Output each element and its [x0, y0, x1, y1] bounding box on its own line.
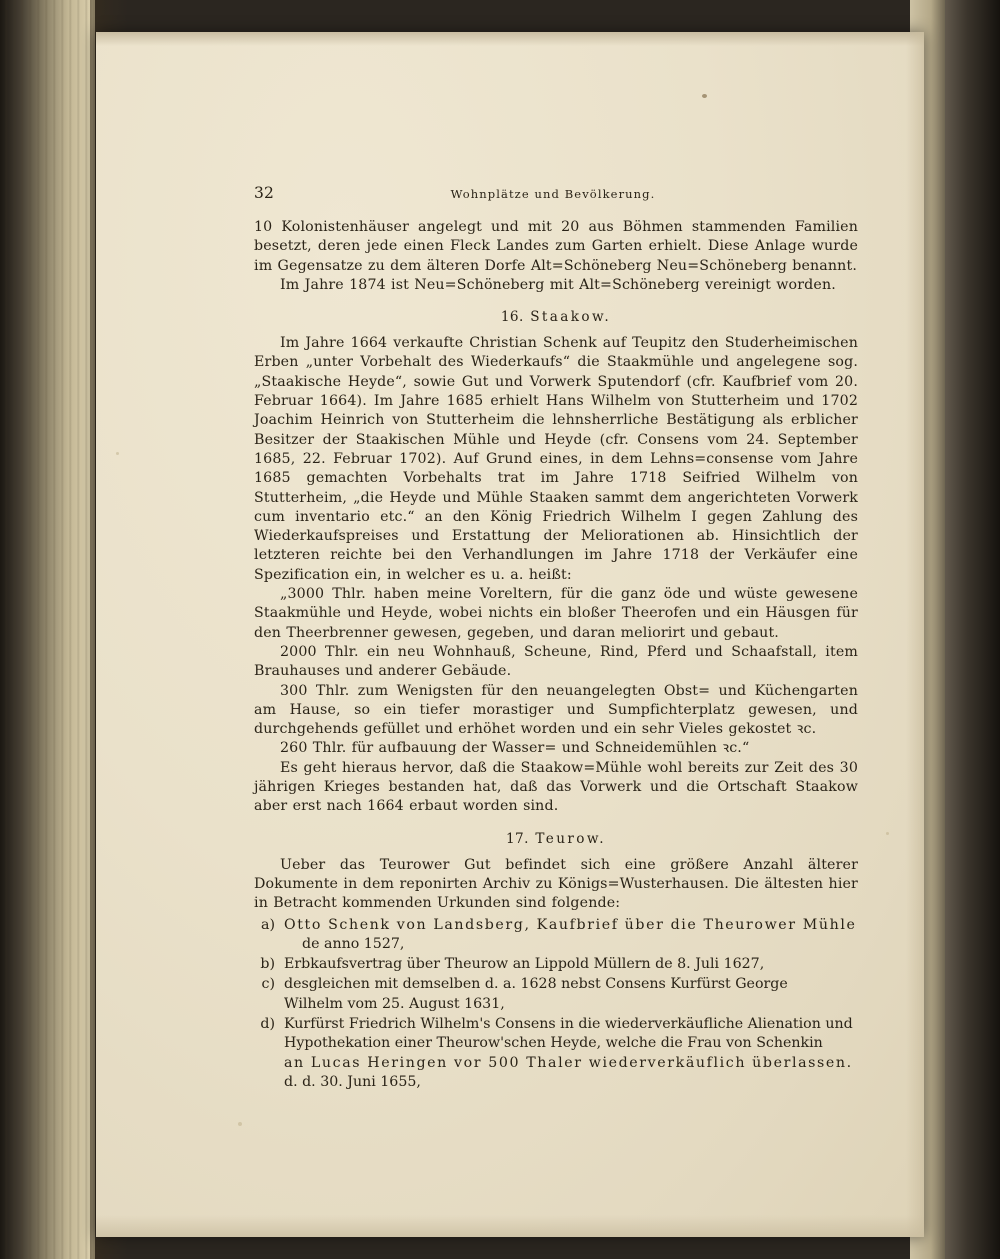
list-item	[254, 955, 858, 974]
document-list	[254, 916, 858, 1093]
list-item-marker: b)	[260, 956, 275, 973]
section-title: Teurow.	[535, 830, 606, 847]
page-text-block	[254, 184, 858, 1092]
book-gutter	[0, 0, 95, 1259]
paragraph: 2000 Thlr. ein neu Wohnhauß, Scheune, Rind, Pferd und Schaafstall, item Brauhauses und anderer Gebäude.	[254, 643, 858, 680]
paper-speck	[116, 452, 119, 455]
section-number: 17.	[506, 830, 529, 847]
running-head	[254, 184, 858, 202]
section-title: Staakow.	[530, 309, 612, 326]
paragraph: Im Jahre 1874 ist Neu=Schöneberg mit Alt=Schöneberg vereinigt worden.	[280, 276, 836, 293]
list-item	[254, 975, 858, 1014]
background-right-shadow	[940, 0, 1000, 1259]
list-item-body	[284, 1015, 858, 1092]
list-item-line: Erbkaufsvertrag über Theurow an Lippold Müllern de 8. Juli 1627,	[284, 956, 765, 973]
list-item	[254, 916, 858, 955]
list-item-body	[284, 975, 858, 1014]
list-item-marker: a)	[261, 916, 275, 933]
list-item-marker: d)	[260, 1015, 275, 1032]
list-item-line: Hypothekation einer Theurow'schen Heyde, welche die Frau von Schenkin	[284, 1035, 823, 1052]
list-item-line: Kurfürst Friedrich Wilhelm's Consens in die wiederverkäufliche Alienation und	[284, 1015, 853, 1032]
running-head-title: Wohnplätze und Bevölkerung.	[450, 187, 656, 201]
list-item-line: an Lucas Heringen vor 500 Thaler wiederverkäuflich überlassen.	[284, 1054, 853, 1071]
list-item-line: d. d. 30. Juni 1655,	[284, 1073, 421, 1090]
paragraph: 260 Thlr. für aufbauung der Wasser= und Schneidemühlen ꝛc.“	[280, 740, 750, 757]
page-number: 32	[254, 184, 275, 202]
section-heading-17	[254, 831, 858, 847]
page-right-edge	[906, 32, 924, 1237]
ink-speck	[702, 94, 707, 98]
list-item-body	[284, 916, 858, 955]
list-item-line: desgleichen mit demselben d. a. 1628 nebst Consens Kurfürst George	[284, 976, 788, 993]
list-item	[254, 1015, 858, 1092]
page-top-edge	[96, 32, 924, 46]
page-edges-texture	[0, 0, 95, 1259]
paragraph: Im Jahre 1664 verkaufte Christian Schenk auf Teupitz den Studerheimischen Erben „unter Vorbehalt des Wiederkaufs“ die Staakmühle und angelegene sog. „Staakische Heyde“, sowie Gut und Vorwerk Sputendorf (cfr. Kaufbrief vom 20. Februar 1664). Im Jahre 1685 erhielt Hans Wilhelm von Stutterheim und 1702 Joachim Heinrich von Stutterheim die lehnsherrliche Bestätigung als erblicher Besitzer der Staakischen Mühle und Heyde (cfr. Consens vom 24. September 1685, 22. Februar 1702). Auf Grund eines, in dem Lehns=consense vom Jahre 1685 gemachten Vorbehalts trat im Jahre 1718 Seifried Wilhelm von Stutterheim, „die Heyde und Mühle Staaken sammt dem angerichteten Vorwerk cum inventario etc.“ an den König Friedrich Wilhelm I gegen Zahlung des Wiederkaufspreises und Erstattung der Meliorationen ab. Hinsichtlich der letzteren reichte bei den Verhandlungen im Jahre 1718 der Verkäufer eine Spezification ein, in welcher es u. a. heißt:	[254, 335, 858, 583]
list-item-body	[284, 955, 858, 974]
section-heading-16	[254, 309, 858, 325]
list-item-marker: c)	[261, 976, 275, 993]
page-bottom-edge	[96, 1215, 924, 1237]
paragraph: „3000 Thlr. haben meine Voreltern, für die ganz öde und wüste gewesene Staakmühle und Heyde, wobei nichts ein bloßer Theerofen und ein Häusgen für den Theerbrenner gewesen, gegeben, und daran meliorirt und gebaut.	[254, 586, 858, 641]
book-page	[96, 32, 924, 1237]
paragraph: 300 Thlr. zum Wenigsten für den neuangelegten Obst= und Küchengarten am Hause, so ein tiefer morastiger und Sumpfichterplatz gewesen, und durchgehends gefüllet und erhöhet worden und ein sehr Vieles gekostet ꝛc.	[254, 682, 858, 738]
paragraph: Ueber das Teurower Gut befindet sich eine größere Anzahl älterer Dokumente in dem reponirten Archiv zu Königs=Wusterhausen. Die ältesten hier in Betracht kommenden Urkunden sind folgende:	[254, 856, 858, 912]
paragraph: Es geht hieraus hervor, daß die Staakow=Mühle wohl bereits zur Zeit des 30 jährigen Krieges bestanden hat, daß das Vorwerk und die Ortschaft Staakow aber erst nach 1664 erbaut worden sind.	[254, 759, 858, 815]
list-item-line: de anno 1527,	[302, 935, 405, 952]
list-item-line: Wilhelm vom 25. August 1631,	[284, 995, 505, 1012]
paper-speck	[238, 1122, 242, 1126]
paper-speck	[886, 832, 889, 835]
list-item-line: Otto Schenk von Landsberg, Kaufbrief über die Theurower Mühle	[284, 916, 857, 933]
section-number: 16.	[500, 309, 524, 326]
paragraph: 10 Kolonistenhäuser angelegt und mit 20 aus Böhmen stammenden Familien besetzt, deren jede einen Fleck Landes zum Garten erhielt. Diese Anlage wurde im Gegensatze zu dem älteren Dorfe Alt=Schöneberg Neu=Schöneberg benannt.	[254, 219, 858, 274]
